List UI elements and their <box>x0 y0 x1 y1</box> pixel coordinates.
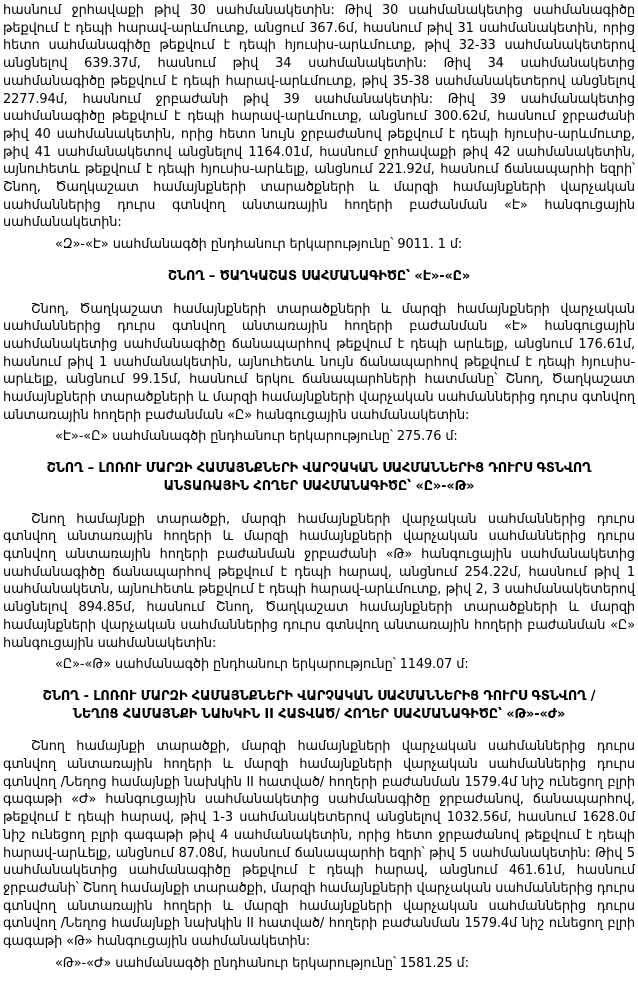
boundary-length-line: «Թ»-«Ժ» սահմանագծի ընդհանուր երկարությունը՝ 1581.25 մ: <box>55 955 469 971</box>
boundary-length-line: «Զ»-«Է» սահմանագծի ընդհանուր երկարությունը՝ 9011. 1 մ: <box>55 237 463 253</box>
body-paragraph: Շնող համայնքի տարածքի, մարզի համայնքների վարչական սահմաններից դուրս գտնվող անտառային հողերի և մարզի համայնքների վարչական սահմաններից դուրս գտնվող անտառային հողերի բաժանման ջրբաժանի «Թ» հանգուցային սահմանակետից սահմանագիծը ճանապարհով թեքվում է դեպի հարավ, անցնում 254.22մ, հասնում թիվ 1 սահմանակետն, այնուհետև թեքվում է դեպի հարավ-արևմուտք, թիվ 2, 3 սահմանակետերով անցնելով 894.85մ, հասնում Շնող, Ծաղկաշատ համայնքների տարածքների և մարզի համայնքների վարչական սահմաններից դուրս գտնվող անտառային հողերի բաժանման «Ը» հանգուցային սահմանակետին: <box>3 511 635 651</box>
section-heading: ՇՆՈՂ - ԼՈՌՈՒ ՄԱՐԶԻ ՀԱՄԱՅՆՔՆԵՐԻ ՎԱՐՉԱԿԱՆ ՍԱՀՄԱՆՆԵՐԻՑ ԴՈՒՐՍ ԳՏՆՎՈՂ /ՆԵՂՈՑ ՀԱՄԱՅՆՔԻ ՆԱԽԿԻՆ II ՀԱՏՎԱԾ/ ՀՈՂԵՐ ՍԱՀՄԱՆԱԳԻԾԸ՝ «Թ»-«Ժ» <box>42 688 596 722</box>
section-heading: ՇՆՈՂ – ԼՈՌՈՒ ՄԱՐԶԻ ՀԱՄԱՅՆՔՆԵՐԻ ՎԱՐՉԱԿԱՆ ՍԱՀՄԱՆՆԵՐԻՑ ԴՈՒՐՍ ԳՏՆՎՈՂ ԱՆՏԱՌԱՅԻՆ ՀՈՂԵՐ ՍԱՀՄԱՆԱԳԻԾԸ՝ «Ը»-«Թ» <box>46 461 592 494</box>
boundary-length-line: «Է»-«Ը» սահմանագծի ընդհանուր երկարությունը՝ 275.76 մ: <box>55 429 458 445</box>
boundary-length-line: «Ը»-«Թ» սահմանագծի ընդհանուր երկարությունը՝ 1149.07 մ: <box>55 657 469 673</box>
body-paragraph: Շնող համայնքի տարածքի, մարզի համայնքների վարչական սահմաններից դուրս գտնվող անտառային հողերի և մարզի համայնքների վարչական սահմաններից դուրս գտնվող /Նեղոց համայնքի նախկին II հատված/ հողերի բաժանման 1579.4մ նիշ ունեցող բլրի գագաթի «Ժ» հանգուցային սահմանակետից սահմանագիծը ջրբաժանով, ճանապարհով, թեքվում է դեպի հարավ, թիվ 1-3 սահմանակետերով անցնելով 1032.56մ, հասնում 1628.0մ նիշ ունեցող բլրի գագաթի թիվ 4 սահմանակետին, որից հետո ջրբաժանով թեքվում է դեպի հարավ-արևելք, անցնում 87.08մ, հասնում ճանապարհի եզրի՝ թիվ 5 սահմանակետին: Թիվ 5 սահմանակետից սահմանագիծը թեքվում է դեպի հարավ, անցնում 461.61մ, հասնում ջրբաժանի՝ Շնող համայնքի տարածքի, մարզի համայնքների վարչական սահմաններից դուրս գտնվող անտառային հողերի և մարզի համայնքների վարչական սահմաններից դուրս գտնվող /Նեղոց համայնքի նախկին II հատված/ հողերի բաժանման 1579.4մ նիշ ունեցող բլրի գագաթի «Թ» հանգուցային սահմանակետին: <box>3 739 635 950</box>
body-paragraph: Շնող, Ծաղկաշատ համայնքների տարածքների և մարզի համայնքների վարչական սահմաններից դուրս գտնվող անտառային հողերի բաժանման «Է» հանգուցային սահմանակետից սահմանագիծը ճանապարհով թեքվում է դեպի արևելք, անցնում 176.61մ, հասնում թիվ 1 սահմանակետին, այնուհետև նույն ճանապարհով թեքվում է դեպի հյուսիս-արևելք, անցնում 99.15մ, հասնում երկու ճանապարհների հատմանը՝ Շնող, Ծաղկաշատ համայնքների տարածքների և մարզի համայնքների վարչական սահմաններից դուրս գտնվող անտառային հողերի բաժանման «Ը» հանգուցային սահմանակետին: <box>3 301 635 423</box>
section-heading: ՇՆՈՂ – ԾԱՂԿԱՇԱՏ ՍԱՀՄԱՆԱԳԻԾԸ՝ «Է»-«Ը» <box>167 268 471 284</box>
body-paragraph: հասնում ջրհավաքի թիվ 30 սահմանակետին: Թիվ 30 սահմանակետից սահմանագիծը թեքվում է դեպի հարավ-արևմուտք, անցում 367.6մ, հասնում թիվ 31 սահմանակետին, որից հետո սահմանագիծը թեքվում է դեպի հյուսիս-արևմուտք, թիվ 32-33 սահմանակետերով անցնելով 639.37մ, հասնում թիվ 34 սահմանակետին: Թիվ 34 սահմանակետից սահմանագիծը թեքվում է դեպի հարավ-արևմուտք, թիվ 35-38 սահմանակետերով անցնելով 2277.94մ, հասնում ջրբաժանի թիվ 39 սահմանակետին: Թիվ 39 սահմանակետից սահմանագիծը թեքվում է դեպի հարավ-արևմուտք, անցնում 300.62մ, հասնում ջրբաժանի թիվ 40 սահմանակետին, որից հետո նույն ջրբաժանով թեքվում է դեպի հյուսիս-արևմուտք, թիվ 41 սահմանակետով անցնելով 1164.01մ, հասնում ջրհավաքի թիվ 42 սահմանակետին, այնուհետև թեքվում է դեպի հյուսիս-արևելք, անցնում 221.92մ, հասնում ճանապարհի եզրի՝ Շնող, Ծաղկաշատ համայնքների տարածքների և մարզի համայնքների վարչական սահմաններից դուրս գտնվող անտառային հողերի բաժանման «Է» հանգուցային սահմանակետին: <box>3 3 635 231</box>
